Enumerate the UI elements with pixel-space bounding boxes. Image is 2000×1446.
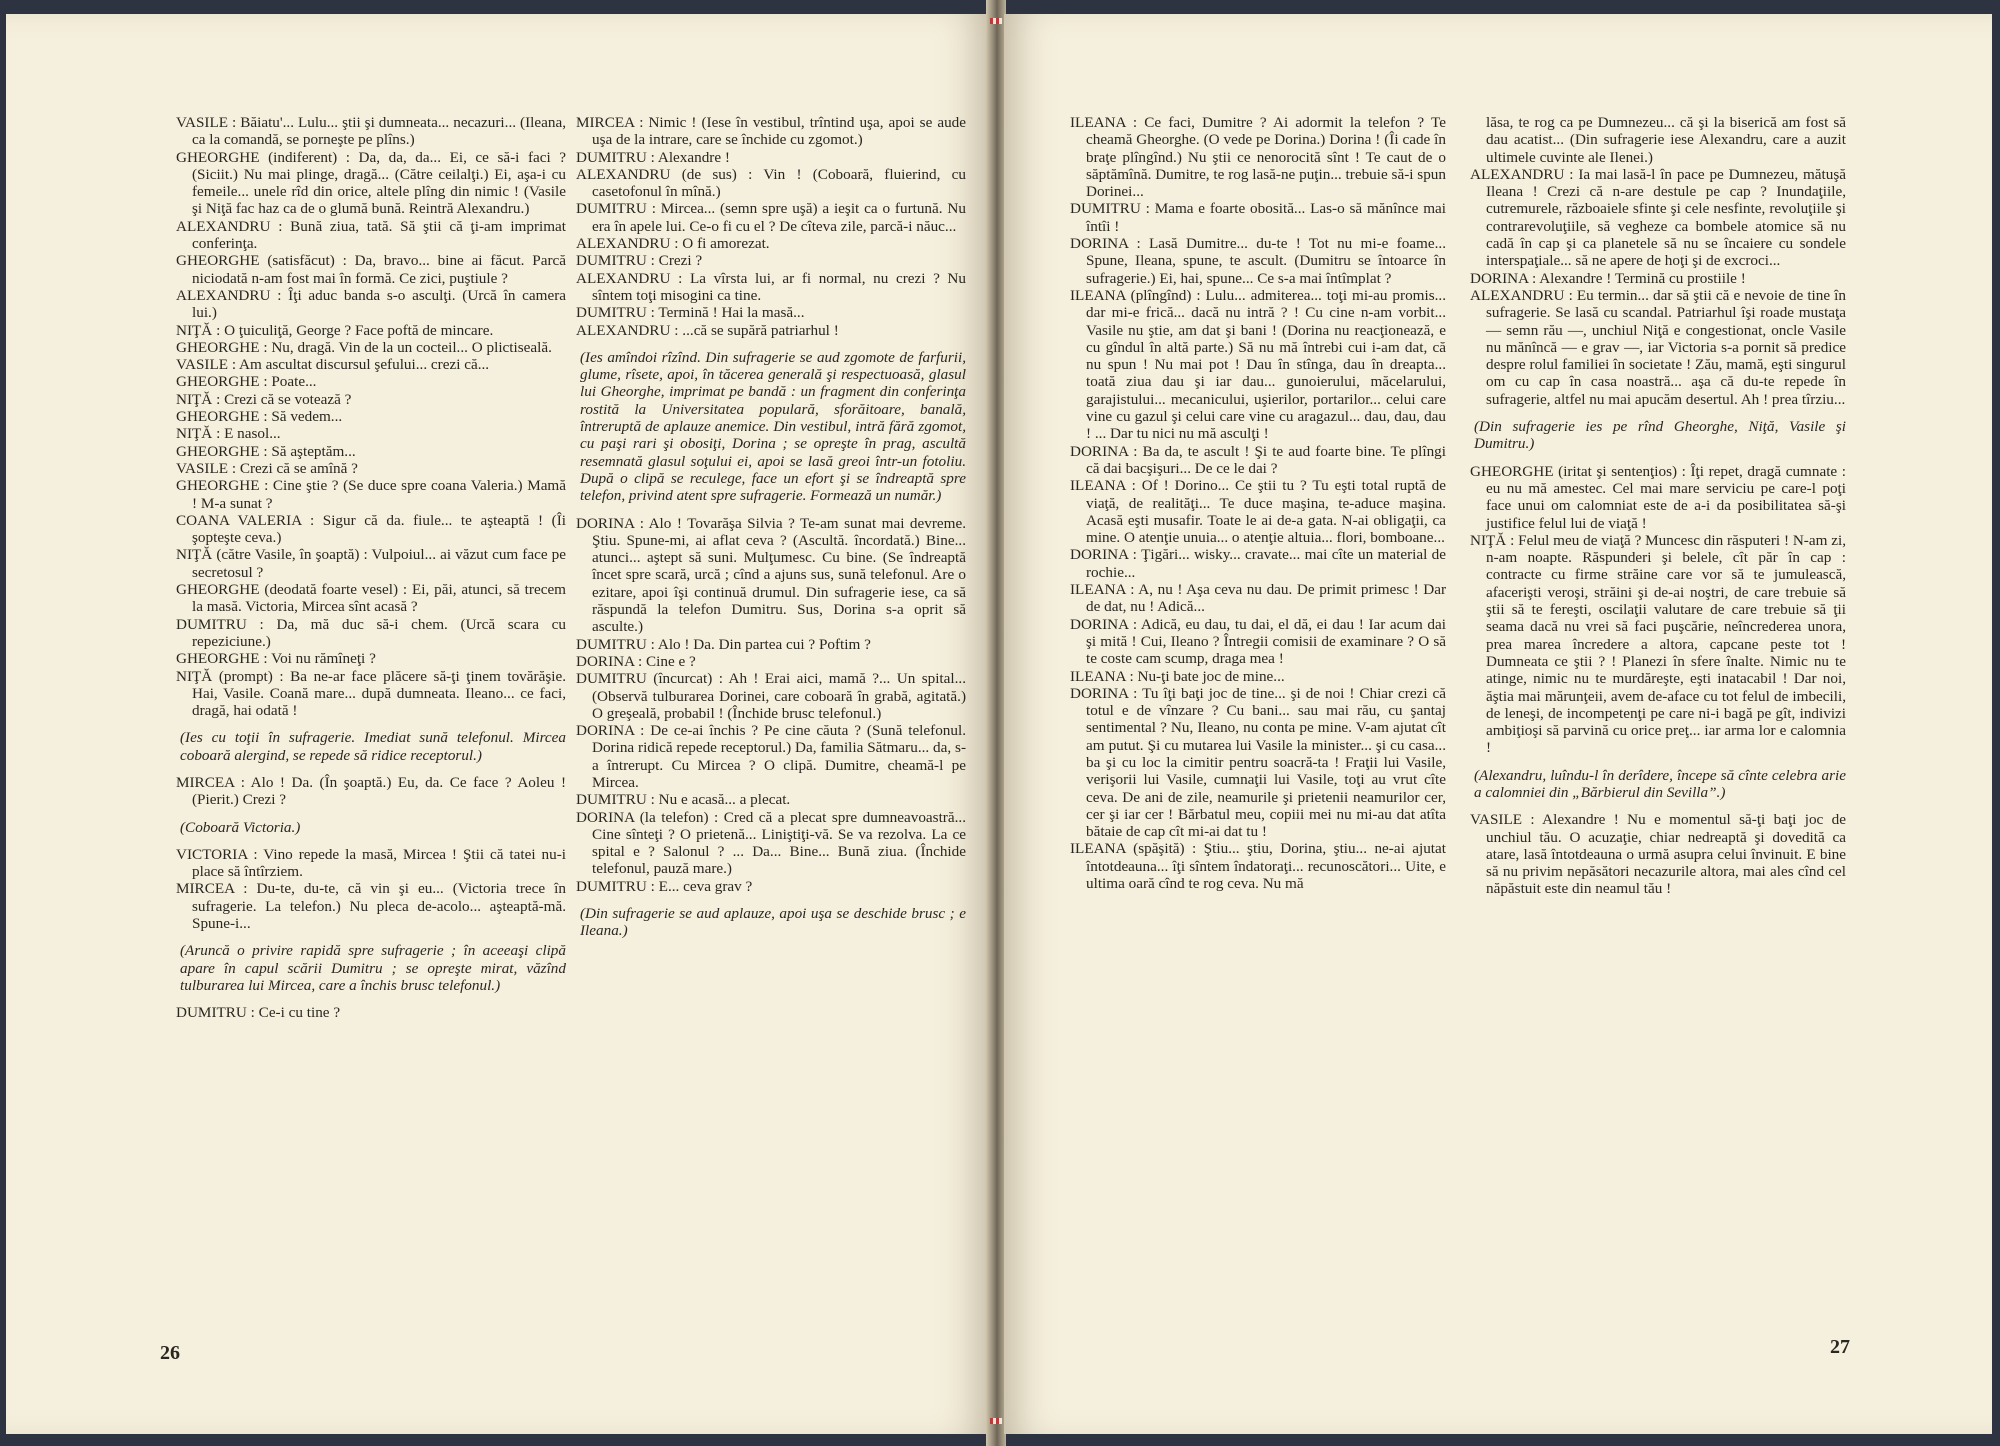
dialogue-line: ALEXANDRU : La vîrsta lui, ar fi normal, nu crezi ? Nu sîntem toţi misogini ca tine. bbox=[576, 269, 966, 304]
dialogue-line: DORINA : Ba da, te ascult ! Şi te aud foarte bine. Te plîngi că dai bacşişuri... De ce le dai ? bbox=[1070, 442, 1446, 477]
dialogue-line: GHEORGHE : Să vedem... bbox=[176, 408, 343, 426]
dialogue-line: ALEXANDRU : Ia mai lasă-l în pace pe Dumnezeu, mătuşă Ileana ! Crezi că n-are destule pe cap ? Inundaţiile, cutremurele, războaiele sfinte şi cele nesfinte, revoluţiile şi contrarevoluţiile, să vegheze ca bombele atomice să nu cadă în cap şi ca planetele să nu se încaiere cu sondele interspaţiale... să ne apere de hoţi şi de excroci... bbox=[1470, 165, 1846, 270]
dialogue-line: COANA VALERIA : Sigur că da. fiule... te aşteaptă ! (Îi şopteşte ceva.) bbox=[176, 511, 566, 547]
dialogue-line: DORINA : Cine e ? bbox=[576, 652, 696, 670]
dialogue-line: GHEORGHE (satisfăcut) : Da, bravo... bine ai făcut. Parcă niciodată n-am fost mai în formă. Ce zici, puştiule ? bbox=[176, 252, 566, 287]
binding-stitch bbox=[990, 18, 1002, 24]
dialogue-line: DORINA : De ce-ai închis ? Pe cine căuta ? (Sună telefonul. Dorina ridică repede receptorul.) Da, familia Sătmaru... da, s-a întrerupt. Cu Mircea ? O clipă. Dumitre, cheamă-l pe Mircea. bbox=[576, 722, 966, 791]
dialogue-line: GHEORGHE : Să aşteptăm... bbox=[176, 442, 356, 460]
dialogue-line: ILEANA : Nu-ţi bate joc de mine... bbox=[1070, 667, 1285, 685]
dialogue-line: DUMITRU : Alexandre ! bbox=[576, 148, 730, 166]
dialogue-line: NIŢĂ (prompt) : Ba ne-ar face plăcere să-ţi ţinem tovărăşie. Hai, Vasile. Coană mare... după dumneata. Ileano... ce faci, dragă, hai odată ! bbox=[176, 667, 566, 720]
dialogue-line: GHEORGHE : Voi nu rămîneţi ? bbox=[176, 650, 376, 668]
stage-direction: (Din sufragerie se aud aplauze, apoi uşa se deschide brusc ; e Ileana.) bbox=[580, 905, 966, 940]
right-page-column-2 bbox=[1470, 114, 1846, 898]
dialogue-line: DORINA (la telefon) : Cred că a plecat spre dumneavoastră... Cine sînteţi ? O prietenă... Liniştiţi-vă. Se va rezolva. La ce spital e ? Salonul ? ... Da... Bine... Bună ziua. (Închide telefonul, pauză mare.) bbox=[576, 808, 966, 878]
dialogue-line: ILEANA : Of ! Dorino... Ce ştii tu ? Tu eşti total ruptă de viaţă, de realităţi... Te duce maşina, te-aduce maşina. Acasă eşti musafir. Toate le ai de-a gata. N-ai obligaţii, ca mine. O atenţie unuia... o atenţie altuia... flori, bomboane... bbox=[1070, 477, 1446, 547]
dialogue-line: GHEORGHE : Cine ştie ? (Se duce spre coana Valeria.) Mamă ! M-a sunat ? bbox=[176, 477, 566, 512]
dialogue-line: ILEANA : Ce faci, Dumitre ? Ai adormit la telefon ? Te cheamă Gheorghe. (O vede pe Dorina.) Dorina ! (Îi cade în braţe plîngînd.) Nu ştii ce nenorocită sînt ! Te caut de o săptămînă. Dumitre, te rog lasă-ne puţin... trebuie să-i spun Dorinei... bbox=[1070, 114, 1446, 201]
dialogue-line: DUMITRU : Mama e foarte obosită... Las-o să mănînce mai întîi ! bbox=[1070, 200, 1446, 235]
dialogue-line: DORINA : Alexandre ! Termină cu prostiile ! bbox=[1470, 269, 1746, 287]
dialogue-line: lăsa, te rog ca pe Dumnezeu... că şi la biserică am fost să dau acatist... (Din sufragerie iese Alexandru, care a auzit ultimele cuvinte ale Ilenei.) bbox=[1486, 114, 1846, 166]
left-page-column-1 bbox=[176, 114, 566, 1022]
dialogue-line: VASILE : Alexandre ! Nu e momentul să-ţi baţi joc de unchiul tău. O acuzaţie, chiar nedreaptă şi dovedită ca atare, lasă întotdeauna o urmă asupra celui învinuit. E bine să nu privim nepăsători necazurile altora, mai ales cînd cel năpăstuit este din neamul tău ! bbox=[1470, 811, 1846, 898]
dialogue-line: DUMITRU : Crezi ? bbox=[576, 252, 703, 270]
dialogue-line: DORINA : Ţigări... wisky... cravate... mai cîte un material de rochie... bbox=[1070, 546, 1446, 581]
dialogue-line: DORINA : Lasă Dumitre... du-te ! Tot nu mi-e foame... Spune, Ileana, spune, te ascult. (Dumitru se întoarce în sufragerie.) Ei, hai, spune... Ce s-a mai întîmplat ? bbox=[1070, 235, 1446, 287]
dialogue-line: NIŢĂ : Crezi că se votează ? bbox=[176, 390, 352, 408]
dialogue-line: ILEANA (plîngînd) : Lulu... admiterea... toţi mi-au promis... dar mi-e frică... dacă nu intră ? ! Cu cine n-am vorbit... Vasile nu ştie, am dat şi bani ! (Dorina nu reacţionează, e cu gîndul în altă parte.) Să nu mă întrebi cui i-am dat, că nu spun ! Nu mai pot ! Dau în stînga, dau în dreapta... toată ziua dau şi iar dau... gunoierului, măcelarului, garajistului... mecanicului, uşierilor, portarilor... celui care vine cu gazul şi celui care vine cu aragazul... dau, dau, dau ! ... Dar tu nici nu mă asculţi ! bbox=[1070, 286, 1446, 443]
dialogue-line: GHEORGHE (indiferent) : Da, da, da... Ei, ce să-i faci ? (Siciit.) Nu mai plinge, dragă... (Către ceilalţi.) Ei, aşa-i cu femeile... unele rîd din orice, altele plîng din nimic ! (Vasile şi Niţă fac haz ca de o glumă bună. Reintră Alexandru.) bbox=[176, 148, 566, 218]
stage-direction: (Ies amîndoi rîzînd. Din sufragerie se aud zgomote de farfurii, glume, rîsete, apoi, în tăcerea generală şi respectuoasă, glasul lui Gheorghe, imprimat pe bandă : un fragment din conferinţa rostită la Universitatea populară, sforăitoare, banală, întreruptă de aplauze anemice. Din vestibul, intră fără zgomot, cu paşi rari şi obosiţi, Dorina ; se opreşte în prag, ascultă resemnată glasul soţului ei, apoi se lasă greoi într-un fotoliu. După o clipă se reculege, face un efort şi se îndreaptă spre telefon, privind atent spre sufragerie. Formează un număr.) bbox=[580, 348, 966, 505]
dialogue-line: ALEXANDRU : Bună ziua, tată. Să ştii că ţi-am imprimat conferinţa. bbox=[176, 217, 566, 253]
dialogue-line: DORINA : Tu îţi baţi joc de tine... şi de noi ! Chiar crezi că totul e de vînzare ? Cu bani... sau mai rău, cu şantaj sentimental ? Nu, Ileano, nu conta pe mine. V-am ajutat cît am putut. Şi cu mutarea lui Vasile la minister... şi cu casa... ba şi cu loc la cimitir pentru soacră-ta ! Fraţii lui Vasile, verişorii lui Vasile, cumnaţii lui Vasile, toţi au vrut cîte ceva. De ani de zile, neamurile şi prietenii neamurilor cer, cer şi iar cer ! Bărbatul meu, copiii mei nu mi-au dat atîta bătaie de cap cît mi-ai dat tu ! bbox=[1070, 684, 1446, 841]
dialogue-line: DUMITRU : Nu e acasă... a plecat. bbox=[576, 791, 791, 809]
dialogue-line: MIRCEA : Du-te, du-te, că vin şi eu... (Victoria trece în sufragerie. La telefon.) Nu pleca de-acolo... aşteaptă-mă. Spune-i... bbox=[176, 880, 566, 933]
binding-stitch bbox=[990, 1418, 1002, 1424]
dialogue-line: DUMITRU : Termină ! Hai la masă... bbox=[576, 304, 805, 322]
page-number-left: 26 bbox=[160, 1342, 180, 1364]
dialogue-line: ALEXANDRU : O fi amorezat. bbox=[576, 235, 770, 253]
dialogue-line: ILEANA : A, nu ! Aşa ceva nu dau. De primit primesc ! Dar de dat, nu ! Adică... bbox=[1070, 581, 1446, 616]
stage-direction: (Coboară Victoria.) bbox=[180, 818, 301, 836]
dialogue-line: VASILE : Băiatu'... Lulu... ştii şi dumneata... necazuri... (Ileana, ca la comandă, se porneşte pe plîns.) bbox=[176, 114, 566, 149]
dialogue-line: DUMITRU : E... ceva grav ? bbox=[576, 877, 753, 895]
dialogue-line: DUMITRU : Ce-i cu tine ? bbox=[176, 1004, 341, 1022]
stage-direction: (Din sufragerie ies pe rînd Gheorghe, Niţă, Vasile şi Dumitru.) bbox=[1474, 418, 1846, 453]
dialogue-line: VASILE : Crezi că se amînă ? bbox=[176, 459, 358, 477]
dialogue-line: DUMITRU : Da, mă duc să-i chem. (Urcă scara cu repeziciune.) bbox=[176, 615, 566, 650]
dialogue-line: ALEXANDRU : Îţi aduc banda s-o asculţi. (Urcă în camera lui.) bbox=[176, 286, 566, 322]
left-page bbox=[6, 14, 988, 1434]
dialogue-line: DORINA : Alo ! Tovarăşa Silvia ? Te-am sunat mai devreme. Ştiu. Spune-mi, ai aflat ceva ? (Ascultă. încordată.) Bine... atunci... aştept să suni. Mulţumesc. Cu bine. (Se îndreaptă încet spre scară, urcă ; cînd a ajuns sus, sună telefonul. Are o ezitare, apoi îşi continuă drumul. Din sufragerie iese, ca să răspundă la telefon Dumitru. Sus, Dorina s-a oprit să asculte.) bbox=[576, 514, 966, 636]
dialogue-line: NIŢĂ (către Vasile, în şoaptă) : Vulpoiul... ai văzut cum face pe secretosul ? bbox=[176, 546, 566, 581]
dialogue-line: GHEORGHE (deodată foarte vesel) : Ei, păi, atunci, să trecem la masă. Victoria, Mircea sînt acasă ? bbox=[176, 581, 566, 616]
dialogue-line: NIŢĂ : O ţuiculiţă, George ? Face poftă de mincare. bbox=[176, 321, 494, 339]
left-page-column-2 bbox=[576, 114, 966, 950]
page-number-right: 27 bbox=[1830, 1336, 1850, 1358]
dialogue-line: GHEORGHE : Poate... bbox=[176, 373, 317, 391]
dialogue-line: GHEORGHE (iritat şi sentenţios) : Îţi repet, dragă cumnate : eu nu mă amestec. Cel mai mare serviciu pe care-l poţi face unui om calomniat este de a-i da posibilitatea să-şi justifice felul lui de viaţă ! bbox=[1470, 462, 1846, 532]
dialogue-line: NIŢĂ : E nasol... bbox=[176, 425, 281, 443]
dialogue-line: DORINA : Adică, eu dau, tu dai, el dă, ei dau ! Iar acum dai şi mită ! Cui, Ileano ? Întregii comisii de examinare ? O să te coste cam scump, draga mea ! bbox=[1070, 615, 1446, 668]
stage-direction: (Aruncă o privire rapidă spre sufragerie ; în aceeaşi clipă apare în capul scării Dumitru ; se opreşte mirat, văzînd tulburarea lui Mircea, care a închis brusc telefonul.) bbox=[180, 942, 566, 994]
dialogue-line: DUMITRU (încurcat) : Ah ! Erai aici, mamă ?... Un spital... (Observă tulburarea Dorinei, care coboară în grabă, agitată.) O greşeală, probabil ! (Închide brusc telefonul.) bbox=[576, 670, 966, 722]
dialogue-line: ALEXANDRU (de sus) : Vin ! (Coboară, fluierind, cu casetofonul în mînă.) bbox=[576, 165, 966, 201]
dialogue-line: MIRCEA : Nimic ! (Iese în vestibul, trîntind uşa, apoi se aude uşa de la intrare, care se închide cu zgomot.) bbox=[576, 114, 966, 149]
dialogue-line: ALEXANDRU : ...că se supără patriarhul ! bbox=[576, 321, 839, 339]
stage-direction: (Alexandru, luîndu-l în derîdere, începe să cînte celebra arie a calomniei din „Bărbierul din Sevilla”.) bbox=[1474, 766, 1846, 801]
right-page-column-1 bbox=[1070, 114, 1446, 892]
stage-direction: (Ies cu toţii în sufragerie. Imediat sună telefonul. Mircea coboară alergind, se repede să ridice receptorul.) bbox=[180, 729, 566, 764]
dialogue-line: VASILE : Am ascultat discursul şefului... crezi că... bbox=[176, 356, 490, 374]
dialogue-line: NIŢĂ : Felul meu de viaţă ? Muncesc din răsputeri ! N-am zi, n-am noapte. Răspunderi şi belele, cît păr în cap : contracte cu firme străine care vor să te jumulească, afacerişti veroşi, străini şi de-ai noştri, de care trebuie să ştii să te fereşti, oscilaţii valutare de care trebuie să ţii seama dacă nu vrei să faci puşcărie, neîncrederea unora, prea marea încredere a altora, capcane peste tot ! Dumneata ce ştii ? ! Planezi în sfere înalte. Nimic nu te atinge, nimic nu te murdăreşte, eşti inatacabil ! Dar noi, ăştia mai mărunţeii, avem de-aface cu tot felul de imbecili, de leneşi, de incompetenţi pe care ni-i bagă pe gît, indivizi ambiţioşi să parvină cu orice preţ... iar arma lor e calomnia ! bbox=[1470, 531, 1846, 757]
right-page bbox=[1004, 14, 1992, 1434]
book-gutter bbox=[986, 0, 1006, 1446]
dialogue-line: VICTORIA : Vino repede la masă, Mircea ! Ştii că tatei nu-i place să întîrziem. bbox=[176, 845, 566, 881]
dialogue-line: GHEORGHE : Nu, dragă. Vin de la un cocteil... O plictiseală. bbox=[176, 338, 552, 356]
dialogue-line: MIRCEA : Alo ! Da. (În şoaptă.) Eu, da. Ce face ? Aoleu ! (Pierit.) Crezi ? bbox=[176, 773, 566, 809]
dialogue-line: ALEXANDRU : Eu termin... dar să ştii că e nevoie de tine în sufragerie. Se lasă cu scandal. Patriarhul îşi roade mustaţa — semn rău —, unchiul Niţă e congestionat, oncle Vasile nu mănîncă — e grav —, iar Victoria s-a pornit să predice despre rolul familiei în societate ! Zău, mamă, eşti singurul om cu cap în casa noastră... aşa că du-te repede în sufragerie, altfel nu mai apucăm desertul. Ah ! prea tîrziu... bbox=[1470, 286, 1846, 408]
dialogue-line: DUMITRU : Alo ! Da. Din partea cui ? Poftim ? bbox=[576, 635, 871, 653]
dialogue-line: ILEANA (spăşită) : Ştiu... ştiu, Dorina, ştiu... ne-ai ajutat întotdeauna... îţi sîntem îndatoraţi... recunoscători... Uite, e ultima oară cînd te rog ceva. Nu mă bbox=[1070, 840, 1446, 893]
dialogue-line: DUMITRU : Mircea... (semn spre uşă) a ieşit ca o furtună. Nu era în apele lui. Ce-o fi cu el ? De cîteva zile, parcă-i năuc... bbox=[576, 200, 966, 235]
